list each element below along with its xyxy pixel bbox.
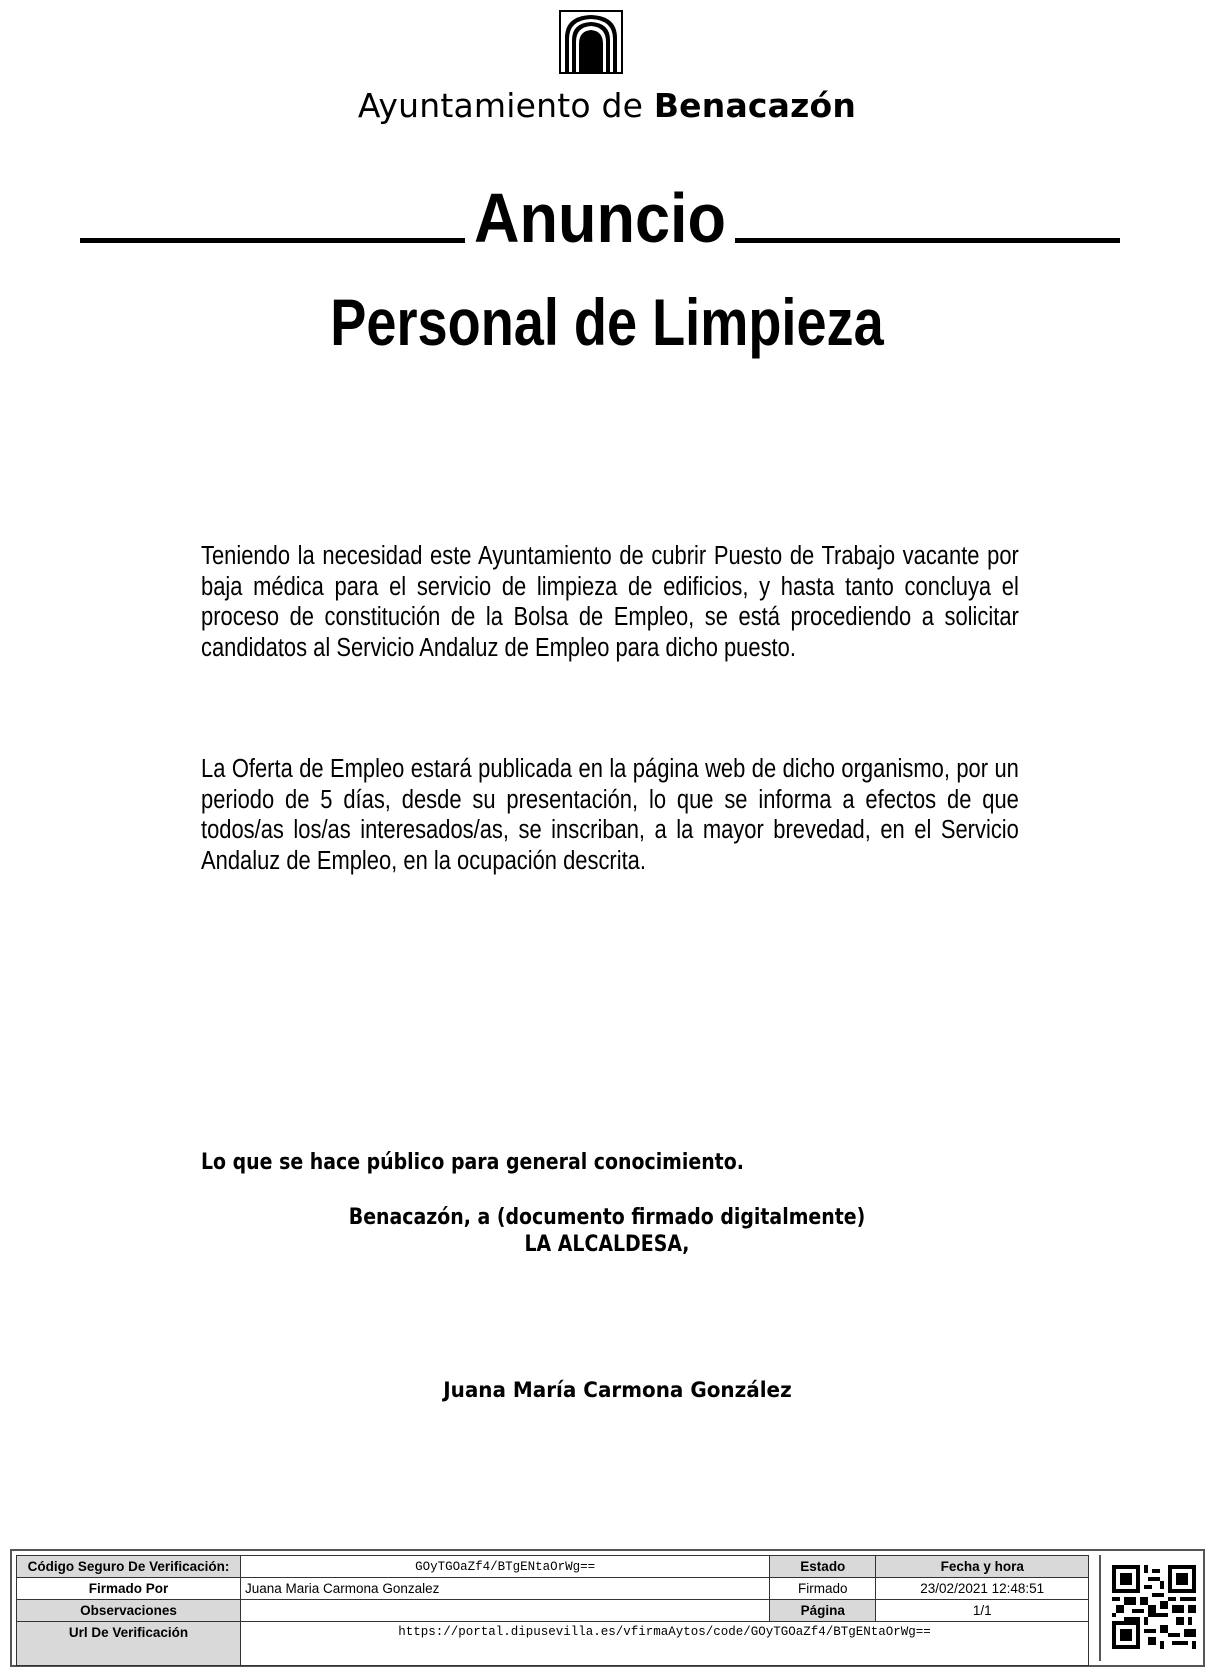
place-and-role [85,1205,1129,1257]
fecha-label: Fecha y hora [876,1556,1089,1578]
estado-label: Estado [770,1556,876,1578]
qr-container [1099,1555,1199,1661]
moorish-arch-icon [559,10,623,74]
qr-code-icon [1112,1565,1196,1649]
document-subtitle: Personal de Limpieza [330,285,884,359]
verification-row-observaciones [17,1600,1089,1622]
verification-row-firmado [17,1578,1089,1600]
body-paragraph-1: Teniendo la necesidad este Ayuntamiento de cubrir Puesto de Trabajo vacante por baja médica para el servicio de limpieza de edificios, y hasta tanto concluya el proceso de constitución de la Bolsa de Empleo, se está procediendo a solicitar candidatos al Servicio Andaluz de Empleo para dicho puesto. [201,542,1019,662]
pagina-label: Página [770,1600,876,1622]
closing-statement: Lo que se hace público para general conocimiento. [201,1150,744,1175]
organization-name [0,86,1214,125]
estado-value: Firmado [770,1578,876,1600]
org-prefix: Ayuntamiento de [357,86,654,125]
pagina-value: 1/1 [876,1600,1089,1622]
observaciones-value [241,1600,770,1622]
body-paragraph-2: La Oferta de Empleo estará publicada en la página web de dicho organismo, por un periodo de 5 días, desde su presentación, lo que se informa a efectos de que todos/as los/as interesados/as, se inscriban, a la mayor brevedad, en el Servicio Andaluz de Empleo, en la ocupación descrita. [201,755,1019,875]
url-label: Url De Verificación [17,1622,241,1666]
signer-name: Juana María Carmona González [443,1378,792,1402]
observaciones-label: Observaciones [17,1600,241,1622]
verification-row-url [17,1622,1089,1666]
verification-table [16,1555,1089,1666]
firmado-por-label: Firmado Por [17,1578,241,1600]
url-value[interactable]: https://portal.dipusevilla.es/vfirmaAytos/code/GOyTGOaZf4/BTgENtaOrWg== [241,1622,1089,1666]
firmado-por-value: Juana Maria Carmona Gonzalez [241,1578,770,1600]
csv-value: GOyTGOaZf4/BTgENtaOrWg== [241,1556,770,1578]
verification-box [10,1549,1205,1667]
signer-role: LA ALCALDESA, [524,1232,690,1257]
verification-row-csv [17,1556,1089,1578]
org-name-bold: Benacazón [653,86,857,125]
place-date: Benacazón, a (documento firmado digitalmente) [348,1205,866,1230]
fecha-value: 23/02/2021 12:48:51 [876,1578,1089,1600]
title-row [80,178,1120,258]
document-title: Anuncio [474,179,726,257]
csv-label: Código Seguro De Verificación: [17,1556,241,1578]
